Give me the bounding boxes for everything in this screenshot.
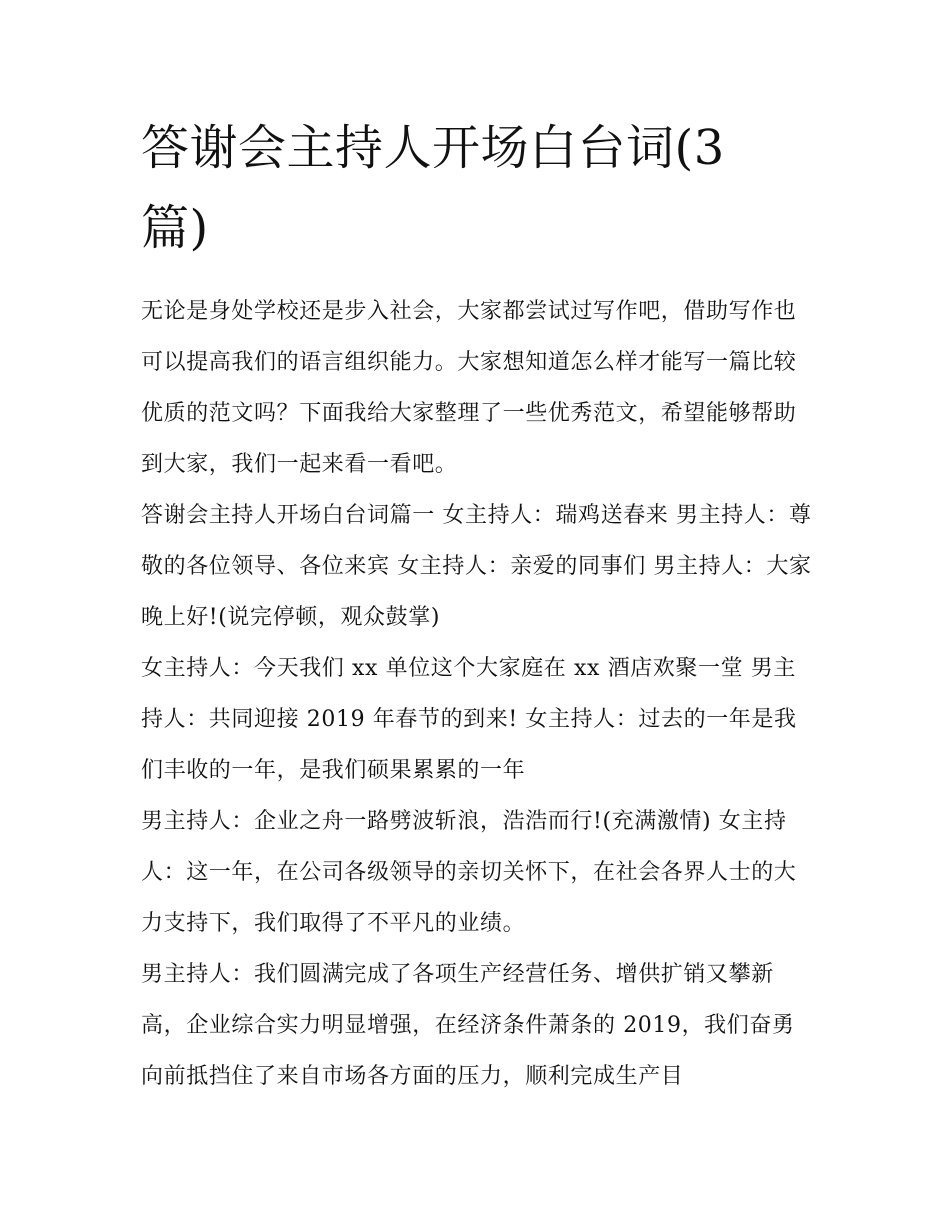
paragraph-achievements: 男主持人：企业之舟一路劈波斩浪，浩浩而行!(充满激情) 女主持人：这一年，在公司各级领导的亲切关怀下，在社会各界人士的大力支持下，我们取得了不平凡的业绩。: [141, 809, 797, 936]
document-body: [141, 108, 813, 1102]
paragraph-tasks-completed: 男主持人：我们圆满完成了各项生产经营任务、增供扩销又攀新高，企业综合实力明显增强，在经济条件萧条的 2019，我们奋勇向前抵挡住了来自市场各方面的压力，顺利完成生产目: [141, 962, 795, 1089]
paragraph-gathering: 女主持人：今天我们 xx 单位这个大家庭在 xx 酒店欢聚一堂 男主持人：共同迎接 2019 年春节的到来! 女主持人：过去的一年是我们丰收的一年，是我们硕果累累的一年: [141, 656, 797, 783]
document-title: 答谢会主持人开场白台词(3篇): [141, 120, 725, 256]
paragraph-opening-lines: 答谢会主持人开场白台词篇一 女主持人：瑞鸡送春来 男主持人：尊敬的各位领导、各位来宾 女主持人：亲爱的同事们 男主持人：大家晚上好!(说完停顿，观众鼓掌): [141, 503, 812, 630]
intro-paragraph: 无论是身处学校还是步入社会，大家都尝试过写作吧，借助写作也可以提高我们的语言组织能力。大家想知道怎么样才能写一篇比较优质的范文吗？下面我给大家整理了一些优秀范文，希望能够帮助到大家，我们一起来看一看吧。: [141, 299, 797, 477]
